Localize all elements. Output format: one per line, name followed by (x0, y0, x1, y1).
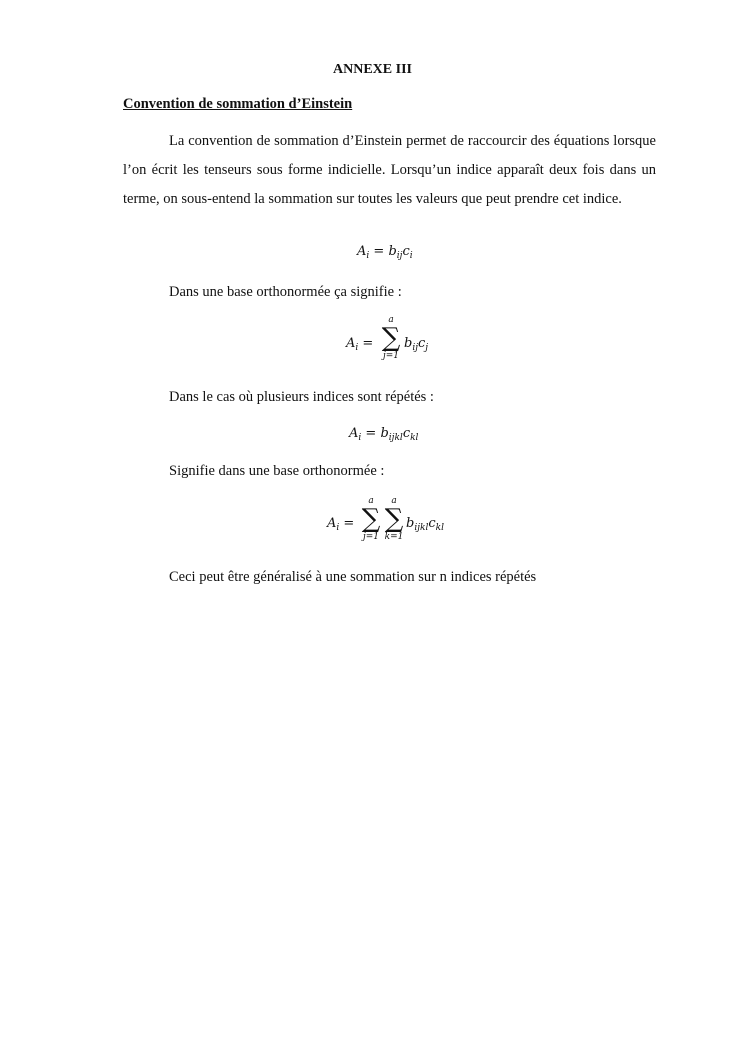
text-line-signifie: Signifie dans une base orthonormée : (169, 463, 385, 479)
eq4-sigma-2: ∑ (384, 504, 404, 534)
eq4-sum1-top: a (368, 496, 374, 506)
intro-paragraph: La convention de sommation d’Einstein permet de raccourcir des équations lorsque l’on écrit les tenseurs sous forme indicielle. Lorsqu’un indice apparaît deux fois dans un terme, on sous-entend la sommation sur toutes les valeurs que peut prendre cet indice. (123, 133, 656, 207)
equation-2 (346, 336, 373, 353)
equation-4-terms (406, 516, 444, 533)
eq2-c: c (418, 336, 426, 351)
eq1-equals: = (373, 244, 385, 259)
text-line-generalization: Ceci peut être généralisé à une sommation sur n indices répétés (169, 569, 537, 585)
eq3-lhs-sub: i (358, 433, 362, 443)
eq1-lhs: A (357, 244, 367, 259)
eq2-sum-bottom: j=1 (382, 351, 400, 361)
equation-1 (357, 244, 413, 261)
eq4-sum1-bottom: j=1 (362, 532, 380, 542)
eq2-b-sub: ij (412, 343, 418, 353)
eq2-equals: = (362, 336, 374, 351)
eq4-sum2-top: a (391, 496, 397, 506)
eq4-equals: = (343, 516, 355, 531)
eq2-c-sub: j (425, 343, 429, 353)
eq4-sigma-1: ∑ (361, 504, 381, 534)
eq4-c-sub: kl (435, 523, 444, 533)
eq4-summation-k (382, 496, 406, 542)
eq1-b-sub: ij (396, 251, 403, 261)
eq4-summation-j (359, 496, 383, 542)
section-title: Convention de sommation d’Einstein (123, 96, 353, 112)
equation-2-terms (404, 336, 428, 353)
eq3-equals: = (365, 426, 377, 441)
eq1-b: b (388, 244, 397, 259)
eq1-c: c (402, 244, 410, 259)
eq4-sum2-bottom: k=1 (384, 532, 404, 542)
text-line-orthonormal: Dans une base orthonormée ça signifie : (169, 284, 402, 300)
annex-title: ANNEXE III (333, 62, 412, 77)
eq1-c-sub: i (409, 251, 413, 261)
eq2-summation (379, 315, 403, 361)
eq3-c-sub: kl (410, 433, 419, 443)
eq2-lhs-sub: i (355, 343, 359, 353)
eq3-c: c (402, 426, 411, 441)
equation-3 (349, 426, 418, 443)
eq2-sum-top: a (388, 315, 394, 325)
eq3-b-sub: ijkl (388, 433, 403, 443)
eq2-sigma: ∑ (381, 323, 401, 353)
eq4-lhs: A (327, 516, 337, 531)
text-line-repeated: Dans le cas où plusieurs indices sont répétés : (169, 389, 434, 405)
eq3-b: b (380, 426, 389, 441)
eq2-b: b (404, 336, 413, 351)
equation-4 (327, 516, 354, 533)
eq4-c: c (428, 516, 436, 531)
eq3-lhs: A (349, 426, 359, 441)
eq4-lhs-sub: i (336, 523, 340, 533)
eq4-b-sub: ijkl (414, 523, 429, 533)
eq2-lhs: A (346, 336, 356, 351)
eq4-b: b (406, 516, 415, 531)
eq1-lhs-sub: i (366, 251, 370, 261)
